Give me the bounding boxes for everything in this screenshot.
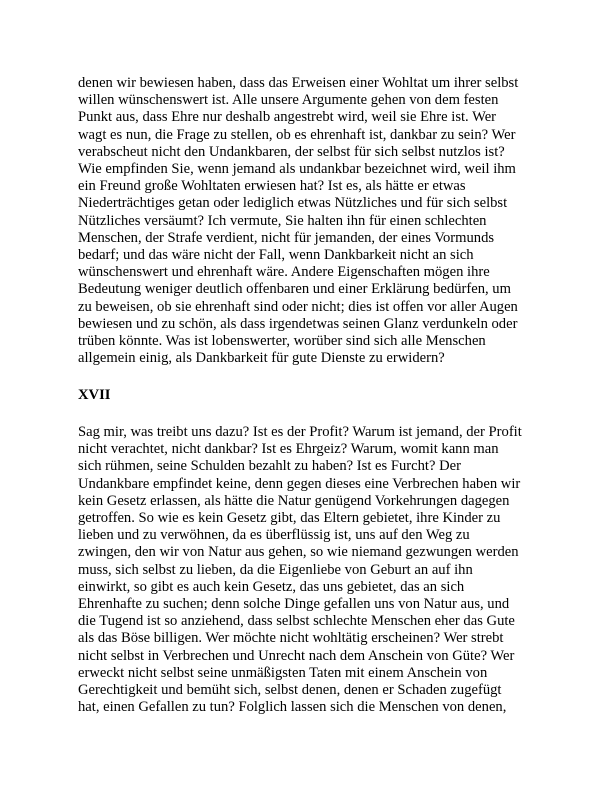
- text-line: Niederträchtiges getan oder lediglich etwas Nützliches und für sich selbst: [78, 195, 508, 212]
- text-line: zu beweisen, ob sie ehrenhaft sind oder nicht; dies ist offen vor aller Augen: [78, 298, 518, 315]
- text-line: als das Böse billigen. Wer möchte nicht wohltätig erscheinen? Wer strebt: [78, 630, 504, 647]
- text-line: Nützliches versäumt? Ich vermute, Sie halten ihn für einen schlechten: [78, 212, 487, 229]
- text-line: Menschen, der Strafe verdient, nicht für jemanden, der eines Vormunds: [78, 229, 495, 246]
- text-line: allgemein einig, als Dankbarkeit für gute Dienste zu erwidern?: [78, 350, 445, 367]
- text-line: wünschenswert und ehrenhaft wäre. Andere Eigenschaften mögen ihre: [78, 264, 490, 281]
- text-line: wagt es nun, die Frage zu stellen, ob es ehrenhaft ist, dankbar zu sein? Wer: [78, 126, 516, 143]
- text-line: einwirkt, so gibt es auch kein Gesetz, das uns gebietet, das an sich: [78, 578, 465, 595]
- text-line: hat, einen Gefallen zu tun? Folglich lassen sich die Menschen von denen,: [78, 699, 507, 716]
- text-line: willen wünschenswert ist. Alle unsere Argumente gehen von dem festen: [78, 92, 499, 109]
- text-line: nicht verachtet, nicht dankbar? Ist es Ehrgeiz? Warum, womit kann man: [78, 441, 499, 458]
- text-line: die Tugend ist so anziehend, dass selbst schlechte Menschen eher das Gute: [78, 613, 515, 630]
- text-line: denen wir bewiesen haben, dass das Erweisen einer Wohltat um ihrer selbst: [78, 75, 519, 91]
- text-line: Wie empfinden Sie, wenn jemand als undankbar bezeichnet wird, weil ihm: [78, 161, 516, 178]
- text-line: trüben könnte. Was ist lobenswerter, worüber sind sich alle Menschen: [78, 333, 486, 350]
- text-line: lieben und zu verwöhnen, da es überflüssig ist, uns auf den Weg zu: [78, 527, 470, 544]
- text-line: sich rühmen, seine Schulden bezahlt zu haben? Ist es Furcht? Der: [78, 458, 461, 475]
- text-line: Gerechtigkeit und bemüht sich, selbst denen, denen er Schaden zugefügt: [78, 682, 502, 699]
- paragraph-1: [78, 75, 548, 367]
- text-line: getroffen. So wie es kein Gesetz gibt, das Eltern gebietet, ihre Kinder zu: [78, 510, 501, 527]
- text-line: erweckt nicht selbst seine unmäßigsten Taten mit einem Anschein von: [78, 664, 488, 681]
- text-line: Sag mir, was treibt uns dazu? Ist es der Profit? Warum ist jemand, der Profit: [78, 424, 522, 440]
- text-line: Ehrenhafte zu suchen; denn solche Dinge gefallen uns von Natur aus, und: [78, 596, 510, 613]
- text-line: muss, sich selbst zu lieben, da die Eigenliebe von Geburt an auf ihn: [78, 561, 473, 578]
- text-line: Bedeutung weniger deutlich offenbaren und einer Erklärung bedürfen, um: [78, 281, 511, 298]
- text-line: bewiesen und zu schön, als dass irgendetwas seinen Glanz verdunkeln oder: [78, 315, 518, 332]
- text-line: ein Freund große Wohltaten erwiesen hat? Ist es, als hätte er etwas: [78, 178, 466, 195]
- text-line: verabscheut nicht den Undankbaren, der selbst für sich selbst nutzlos ist?: [78, 143, 505, 160]
- text-line: Undankbare empfindet keine, denn gegen dieses eine Verbrechen haben wir: [78, 475, 521, 492]
- text-line: nicht selbst in Verbrechen und Unrecht nach dem Anschein von Güte? Wer: [78, 647, 515, 664]
- section-heading: XVII: [78, 387, 111, 403]
- text-line: bedarf; und das wäre nicht der Fall, wenn Dankbarkeit nicht an sich: [78, 247, 474, 264]
- text-line: Punkt aus, dass Ehre nur deshalb angestrebt wird, weil sie Ehre ist. Wer: [78, 109, 497, 126]
- text-line: kein Gesetz erlassen, als hätte die Natur genügend Vorkehrungen dagegen: [78, 492, 510, 509]
- paragraph-2: [78, 424, 548, 716]
- text-line: zwingen, den wir von Natur aus gehen, so wie niemand gezwungen werden: [78, 544, 519, 561]
